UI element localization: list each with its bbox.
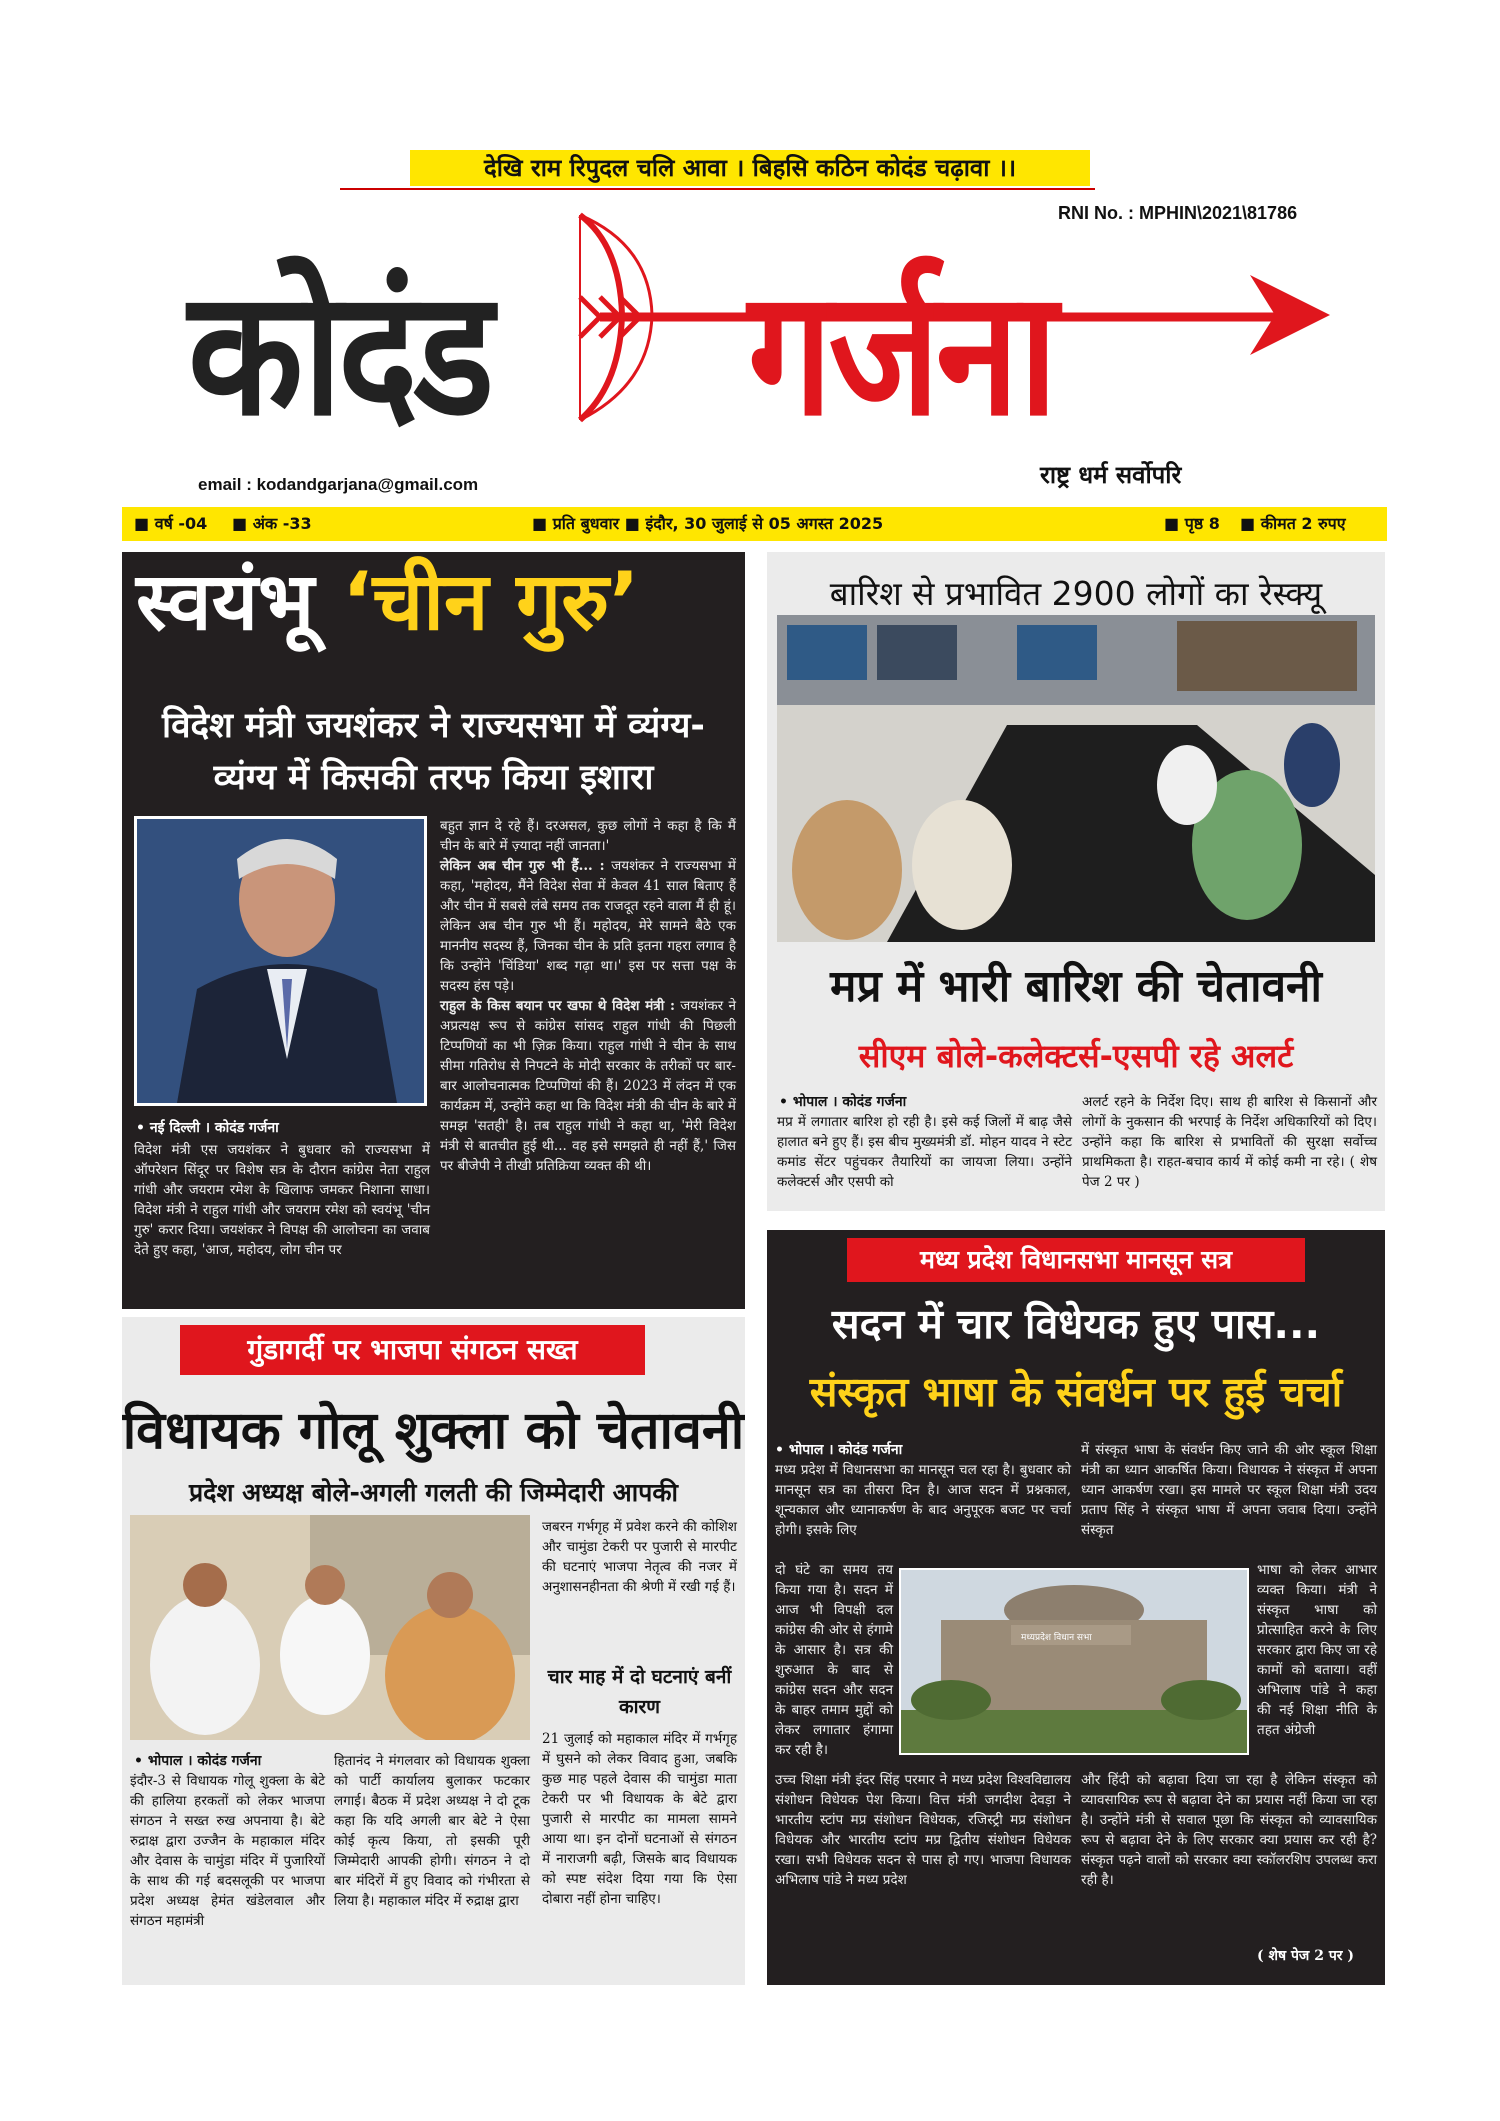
story2-deck: सीएम बोले-कलेक्टर्स-एसपी रहे अलर्ट xyxy=(858,1037,1294,1075)
story2-col-left: मप्र में लगातार बारिश हो रही है। इसे कई जिलों में बाढ़ जैसे हालात बने हुए हैं। इस बीच मुख्यमंत्री डॉ. मोहन यादव ने स्टेट कमांड सेंटर पहुंचकर तैयारियों का जायजा लिया। उन्होंने कलेक्टर्स और एसपी को xyxy=(777,1114,1072,1190)
assembly-building-photo xyxy=(899,1568,1249,1755)
page-count: ■ पृष्ठ 8 xyxy=(1164,514,1220,533)
story2-col-right: अलर्ट रहने के निर्देश दिए। साथ ही बारिश से किसानों और लोगों के नुकसान की भरपाई के निर्देश अधिकारियों को दिए। उन्होंने कहा कि बारिश से प्रभावितों की सुरक्षा सर्वोच्च प्राथमिकता है। राहत-बचाव कार्य में कोई कमी ना रहे। ( शेष पेज 2 पर ) xyxy=(1082,1094,1377,1190)
story1-kicker-white: स्वयंभू xyxy=(136,555,315,648)
story4-headline: सदन में चार विधेयक हुए पास... xyxy=(831,1300,1321,1348)
logo-kodand: कोदंड xyxy=(188,254,490,455)
assembly-sign: मध्यप्रदेश विधान सभा xyxy=(1021,1633,1092,1643)
story3-col1: इंदौर-3 से विधायक गोलू शुक्ला के बेटे की हालिया हरकतों को लेकर भाजपा संगठन ने सख्त रुख अपनाया है। बेटे रुद्राक्ष द्वारा उज्जैन के महाकाल मंदिर और देवास के चामुंडा मंदिर में पुजारियों के साथ की गई बदसलूकी पर भाजपा प्रदेश अध्यक्ष हेमंत खंडेलवाल और संगठन महामंत्री xyxy=(130,1773,325,1929)
tagline-box xyxy=(340,150,1095,196)
story1-deck-line2: व्यंग्य में किसकी तरफ किया इशारा xyxy=(213,758,654,798)
command-center-photo xyxy=(777,615,1375,942)
story4-col-left-mid: दो घंटे का समय तय किया गया है। सदन में आज भी विपक्षी दल कांग्रेस की ओर से हंगामे के आसार है। सत्र की शुरुआत के बाद से कांग्रेस सदन और सदन के बाहर तमाम मुद्दों को लेकर लगातार हंगामा कर रही है। xyxy=(775,1562,893,1758)
story1-kicker-yellow: ‘चीन गुरु’ xyxy=(342,555,640,648)
story2-byline: • भोपाल । कोदंड गर्जना xyxy=(779,1094,907,1110)
story2-kicker: बारिश से प्रभावित 2900 लोगों का रेस्क्यू xyxy=(829,574,1323,613)
story4-col-right-mid: भाषा को लेकर आभार व्यक्त किया। मंत्री ने संस्कृत भाषा को प्रोत्साहित करने के लिए सरकार द्वारा किए जा रहे कामों को बताया। वहीं अभिलाष पांडे ने कहा की नई शिक्षा नीति के तहत अंग्रेजी xyxy=(1257,1562,1377,1738)
story2-headline: मप्र में भारी बारिश की चेतावनी xyxy=(830,961,1322,1012)
story3-kicker: गुंडागर्दी पर भाजपा संगठन सख्त xyxy=(180,1325,645,1375)
story4-byline: • भोपाल । कोदंड गर्जना xyxy=(775,1442,903,1458)
rni-number: RNI No. : MPHIN\2021\81786 xyxy=(1058,203,1298,223)
story1-para1: बहुत ज्ञान दे रहे हैं। दरअसल, कुछ लोगों ने कहा है कि मैं चीन के बारे में ज़्यादा नहीं जानता।' xyxy=(440,818,736,854)
story3-byline: • भोपाल । कोदंड गर्जना xyxy=(134,1753,262,1769)
story3-deck: प्रदेश अध्यक्ष बोले-अगली गलती की जिम्मेदारी आपकी xyxy=(188,1478,679,1507)
story3-subhead: चार माह में दो घटनाएं बनीं कारण xyxy=(547,1666,732,1718)
story4-col-left-top: मध्य प्रदेश में विधानसभा का मानसून चल रहा है। बुधवार को मानसून सत्र का तीसरा दिन है। आज सदन में प्रश्नकाल, शून्यकाल और ध्यानाकर्षण के बाद अनुपूरक बजट पर चर्चा होगी। इसके लिए xyxy=(775,1462,1071,1538)
email-address: email : kodandgarjana@gmail.com xyxy=(198,475,479,494)
meeting-photo xyxy=(130,1515,530,1740)
story4-continued: ( शेष पेज 2 पर ) xyxy=(1257,1948,1354,1964)
story1-subhead1: लेकिन अब चीन गुरु भी हैं... : xyxy=(440,858,605,874)
story4-deck: संस्कृत भाषा के संवर्धन पर हुई चर्चा xyxy=(809,1368,1343,1416)
story-golu-shukla xyxy=(122,1317,745,1985)
issue-info-bar xyxy=(122,507,1387,541)
price: ■ कीमत 2 रुपए xyxy=(1240,514,1346,533)
story-monsoon-session xyxy=(767,1230,1385,1985)
story4-col-left-bottom: उच्च शिक्षा मंत्री इंदर सिंह परमार ने मध्य प्रदेश विश्वविद्यालय संशोधन विधेयक पेश किया। वित्त मंत्री जगदीश देवड़ा ने भारतीय स्टांप मप्र संशोधन विधेयक, रजिस्ट्री मप्र संशोधन विधेयक और भारतीय स्टांप मप्र द्वितीय संशोधन विधेयक रखा। सभी विधेयक सदन से पास हो गए। भाजपा विधायक अभिलाष पांडे ने मध्य प्रदेश xyxy=(775,1772,1071,1888)
story4-col-right-bottom: और हिंदी को बढ़ावा दिया जा रहा है लेकिन संस्कृत को व्यावसायिक रूप से बढ़ावा देने का प्रयास नहीं किया जा रहा है। उन्होंने मंत्री से सवाल पूछा कि संस्कृत को व्यावसायिक रूप से बढ़ावा देने के लिए सरकार क्या प्रयास कर रही है? संस्कृत पढ़ने वालों को सरकार क्या स्कॉलरशिप उपलब्ध करा रही है। xyxy=(1081,1772,1377,1888)
story-heavy-rain xyxy=(767,552,1385,1211)
story3-col2: हितानंद ने मंगलवार को विधायक शुक्ला को पार्टी कार्यालय बुलाकर फटकार लगाई। बैठक में प्रदेश अध्यक्ष ने दो टूक कहा कि यदि अगली बार बेटे ने ऐसा कोई कृत्य किया, तो इसकी पूरी जिम्मेदारी आपकी होगी। संगठन ने दो बार मंदिरों में हुए विवाद को गंभीरता से लिया है। महाकाल मंदिर में रुद्राक्ष द्वारा xyxy=(334,1753,530,1909)
story1-subhead2: राहुल के किस बयान पर खफा थे विदेश मंत्री : xyxy=(440,998,675,1014)
story3-col3-bottom: 21 जुलाई को महाकाल मंदिर में गर्भगृह में घुसने को लेकर विवाद हुआ, जबकि कुछ माह पहले देवास की चामुंडा माता टेकरी पर भी विधायक के बेटे द्वारा पुजारी से मारपीट का मामला सामने आया था। इन दोनों घटनाओं से संगठन में नाराजगी बढ़ी, जिसके बाद विधायक को स्पष्ट संदेश दिया गया कि ऐसा दोबारा नहीं होना चाहिए। xyxy=(542,1731,737,1907)
story3-headline: विधायक गोलू शुक्ला को चेतावनी xyxy=(122,1401,745,1461)
story4-col-right-top: में संस्कृत भाषा के संवर्धन किए जाने की ओर स्कूल शिक्षा मंत्री का ध्यान आकर्षित किया। विधायक ने संस्कृत में अपना ध्यान आकर्षण रखा। इस मामले पर स्कूल शिक्षा मंत्री उदय प्रताप सिंह ने संस्कृत भाषा में अपना जवाब दिया। उन्होंने संस्कृत xyxy=(1081,1442,1377,1538)
story1-deck-line1: विदेश मंत्री जयशंकर ने राज्यसभा में व्यंग्य- xyxy=(162,706,705,746)
tagline-rule xyxy=(340,188,1095,190)
story1-para3: जयशंकर ने अप्रत्यक्ष रूप से कांग्रेस सांसद राहुल गांधी की पिछली टिप्पणियों का भी ज़िक्र किया। राहुल गांधी ने चीन के साथ सीमा गतिरोध से निपटने के मोदी सरकार के तरीकों पर बार-बार आलोचनात्मक टिप्पणियां की हैं। 2023 में लंदन में एक कार्यक्रम में, उन्होंने कहा था कि विदेश मंत्री की चीन के बारे में समझ 'सतही' है। तब राहुल गांधी ने कहा था, 'मेरी विदेश मंत्री से बातचीत हुई थी... वह इसे समझते ही नहीं हैं,' जिस पर बीजेपी ने तीखी प्रतिक्रिया व्यक्त की थी। xyxy=(440,998,736,1174)
logo-garjana: गर्जना xyxy=(748,254,1054,455)
year-label: ■ वर्ष -04 xyxy=(134,514,208,533)
story1-kicker xyxy=(136,555,640,648)
story4-kicker: मध्य प्रदेश विधानसभा मानसून सत्र xyxy=(847,1238,1305,1282)
jaishankar-photo xyxy=(134,816,427,1106)
story1-deck xyxy=(122,700,745,804)
story3-col3-top: जबरन गर्भगृह में प्रवेश करने की कोशिश और चामुंडा टेकरी पर पुजारी से मारपीट की घटनाएं भाजपा नेतृत्व की नजर में अनुशासनहीनता की श्रेणी में रखी गई हैं। xyxy=(542,1519,737,1595)
story1-col-right xyxy=(440,816,736,1176)
story-china-guru xyxy=(122,552,745,1309)
issue-label: ■ अंक -33 xyxy=(232,514,312,533)
motto: राष्ट्र धर्म सर्वोपरि xyxy=(1040,461,1182,489)
story1-para2: जयशंकर ने राज्यसभा में कहा, 'महोदय, मैंने विदेश सेवा में केवल 41 साल बिताए हैं और चीन में सबसे लंबे समय तक राजदूत रहने वाला मैं ही हूं। लेकिन अब चीन गुरु भी हैं। महोदय, मेरे सामने बैठे एक माननीय सदस्य हैं, जिनका चीन के प्रति इतना गहरा लगाव है कि उन्होंने 'चिंडिया' शब्द गढ़ा था।' इस पर सत्ता पक्ष के सदस्य हंस पड़े। xyxy=(440,858,736,994)
story1-col-left: विदेश मंत्री एस जयशंकर ने बुधवार को राज्यसभा में ऑपरेशन सिंदूर पर विशेष सत्र के दौरान कांग्रेस नेता राहुल गांधी और जयराम रमेश के खिलाफ जमकर निशाना साधा। विदेश मंत्री ने राहुल गांधी और जयराम रमेश को स्वयंभू 'चीन गुरु' करार दिया। जयशंकर ने विपक्ष की आलोचना का जवाब देते हुए कहा, 'आज, महोदय, लोग चीन पर xyxy=(134,1142,430,1258)
story1-byline: • नई दिल्ली । कोदंड गर्जना xyxy=(136,1120,279,1136)
edition-date: ■ प्रति बुधवार ■ इंदौर, 30 जुलाई से 05 अगस्त 2025 xyxy=(532,514,884,533)
tagline: देखि राम रिपुदल चलि आवा । बिहसि कठिन कोदंड चढ़ावा ।। xyxy=(410,150,1090,186)
